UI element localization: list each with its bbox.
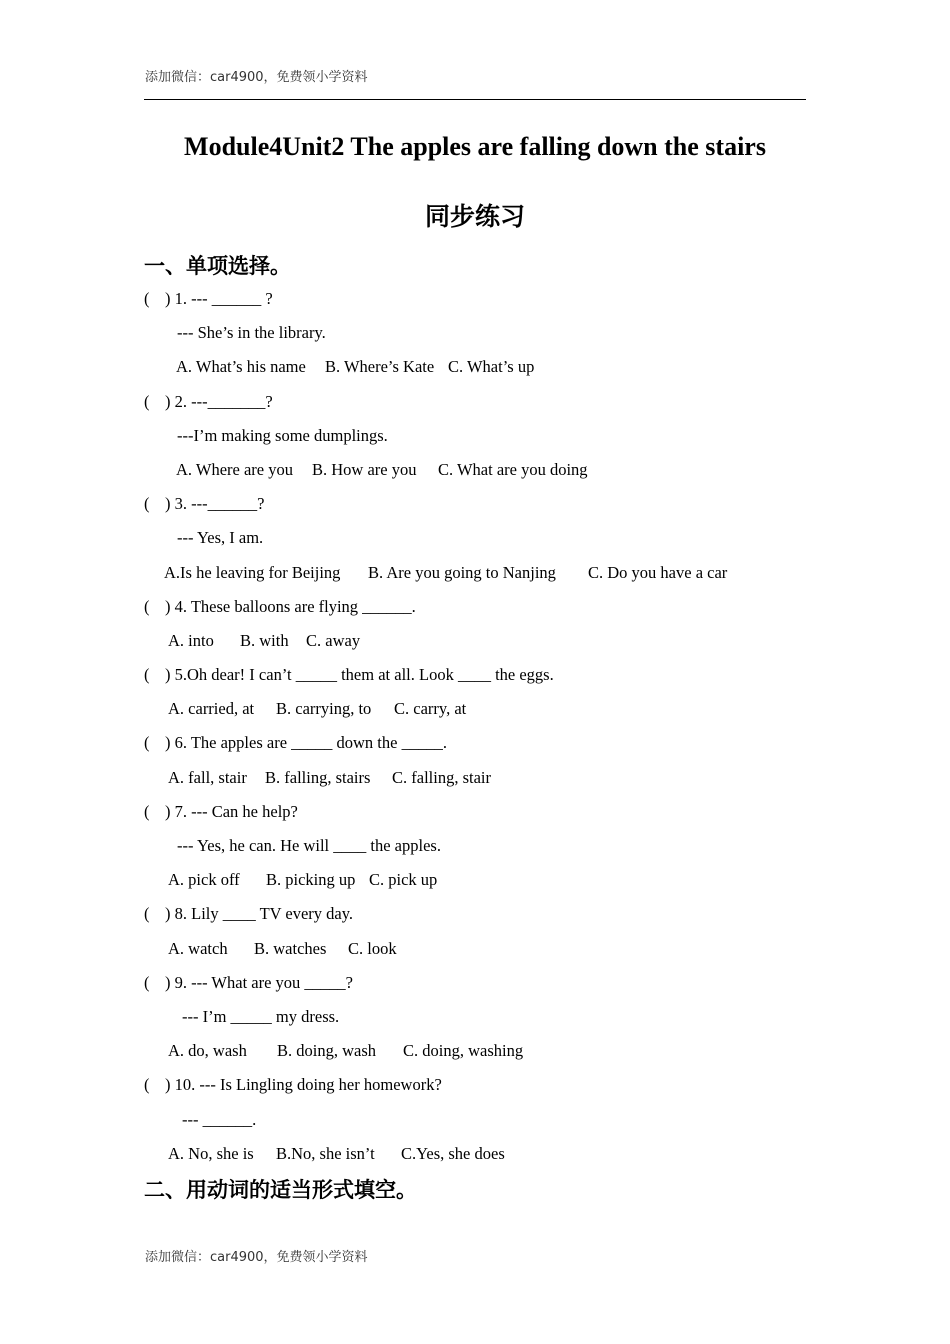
question-3-options-line: [0, 560, 950, 594]
question-8-option-b: B. watches: [254, 938, 327, 958]
question-3-dialogue: --- Yes, I am.: [177, 528, 264, 548]
question-1-stem-line: [0, 286, 950, 320]
question-10-dialogue-line: [0, 1107, 950, 1141]
answer-bracket[interactable]: (: [144, 596, 150, 616]
question-7-stem: ) 7. --- Can he help?: [165, 801, 298, 821]
question-7-stem-line: [0, 799, 950, 833]
question-2-option-c: C. What are you doing: [438, 459, 588, 479]
question-5-stem-line: [0, 662, 950, 696]
question-6-option-c: C. falling, stair: [392, 767, 491, 787]
question-7-dialogue-line: [0, 833, 950, 867]
question-4-stem: ) 4. These balloons are flying ______.: [165, 596, 416, 616]
worksheet-subtitle: 同步练习: [424, 202, 525, 231]
question-2-dialogue: ---I’m making some dumplings.: [177, 425, 388, 445]
question-6-options-line: [0, 765, 950, 799]
question-10-dialogue: --- ______.: [182, 1109, 257, 1129]
question-7-option-c: C. pick up: [369, 870, 438, 890]
question-9-stem: ) 9. --- What are you _____?: [165, 972, 354, 992]
question-9-options-line: [0, 1038, 950, 1072]
question-6-option-a: A. fall, stair: [168, 767, 247, 787]
answer-bracket[interactable]: (: [144, 391, 150, 411]
question-3-option-b: B. Are you going to Nanjing: [368, 562, 556, 582]
question-9-option-b: B. doing, wash: [277, 1041, 376, 1061]
question-3-option-c: C. Do you have a car: [588, 562, 728, 582]
question-6-option-b: B. falling, stairs: [265, 767, 371, 787]
page-header: 添加微信：car4900，免费领小学资料: [145, 70, 368, 85]
question-7-option-a: A. pick off: [168, 870, 240, 890]
question-5-stem: ) 5.Oh dear! I can’t _____ them at all. Look ____ the eggs.: [165, 665, 554, 685]
question-8-option-a: A. watch: [168, 938, 228, 958]
answer-bracket[interactable]: (: [144, 972, 150, 992]
question-9-dialogue-line: [0, 1004, 950, 1038]
question-1-option-c: C. What’s up: [448, 357, 535, 377]
question-list: [0, 286, 950, 1175]
question-8-stem-line: [0, 901, 950, 935]
question-10-stem-line: [0, 1072, 950, 1106]
question-6-stem-line: [0, 730, 950, 764]
question-1-dialogue-line: [0, 320, 950, 354]
question-3-option-a: A.Is he leaving for Beijing: [164, 562, 341, 582]
question-2-option-b: B. How are you: [312, 459, 417, 479]
question-5-option-c: C. carry, at: [394, 699, 467, 719]
question-4-option-a: A. into: [168, 630, 214, 650]
answer-bracket[interactable]: (: [144, 801, 150, 821]
question-10-stem: ) 10. --- Is Lingling doing her homework?: [165, 1075, 442, 1095]
question-8-option-c: C. look: [348, 938, 397, 958]
page-footer: 添加微信：car4900，免费领小学资料: [145, 1250, 368, 1265]
question-3-stem: ) 3. ---______?: [165, 494, 265, 514]
question-7-option-b: B. picking up: [266, 870, 356, 890]
question-9-option-c: C. doing, washing: [403, 1041, 524, 1061]
question-1-option-a: A. What’s his name: [176, 357, 306, 377]
answer-bracket[interactable]: (: [144, 665, 150, 685]
question-8-options-line: [0, 936, 950, 970]
question-10-options-line: [0, 1141, 950, 1175]
question-1-option-b: B. Where’s Kate: [325, 357, 435, 377]
question-7-options-line: [0, 867, 950, 901]
section-heading-multiple-choice: 一、单项选择。: [144, 254, 291, 278]
question-5-option-a: A. carried, at: [168, 699, 255, 719]
header-divider: [144, 99, 806, 100]
answer-bracket[interactable]: (: [144, 494, 150, 514]
question-4-stem-line: [0, 594, 950, 628]
question-3-stem-line: [0, 491, 950, 525]
question-1-stem: ) 1. --- ______ ?: [165, 289, 273, 308]
question-5-options-line: [0, 696, 950, 730]
answer-bracket[interactable]: (: [144, 733, 150, 753]
question-2-stem: ) 2. ---_______?: [165, 391, 273, 411]
section-heading-verb-forms: 二、用动词的适当形式填空。: [144, 1178, 417, 1202]
worksheet-title: Module4Unit2 The apples are falling down the stairs: [184, 132, 766, 161]
question-1-options-line: [0, 354, 950, 388]
question-10-option-c: C.Yes, she does: [401, 1143, 505, 1163]
answer-bracket[interactable]: (: [144, 1075, 150, 1095]
question-3-dialogue-line: [0, 525, 950, 559]
question-2-stem-line: [0, 389, 950, 423]
question-1-dialogue: --- She’s in the library.: [177, 323, 326, 343]
question-6-stem: ) 6. The apples are _____ down the _____.: [165, 733, 447, 753]
question-9-option-a: A. do, wash: [168, 1041, 247, 1061]
question-10-option-b: B.No, she isn’t: [276, 1143, 375, 1163]
question-4-options-line: [0, 628, 950, 662]
question-8-stem: ) 8. Lily ____ TV every day.: [165, 904, 354, 924]
question-5-option-b: B. carrying, to: [276, 699, 372, 719]
question-9-stem-line: [0, 970, 950, 1004]
question-2-options-line: [0, 457, 950, 491]
question-4-option-b: B. with: [240, 630, 289, 650]
question-9-dialogue: --- I’m _____ my dress.: [182, 1006, 340, 1026]
question-10-option-a: A. No, she is: [168, 1143, 254, 1163]
answer-bracket[interactable]: (: [144, 289, 150, 308]
question-7-dialogue: --- Yes, he can. He will ____ the apples.: [177, 836, 441, 855]
question-4-option-c: C. away: [306, 630, 361, 650]
question-2-dialogue-line: [0, 423, 950, 457]
question-2-option-a: A. Where are you: [176, 459, 293, 479]
answer-bracket[interactable]: (: [144, 904, 150, 924]
